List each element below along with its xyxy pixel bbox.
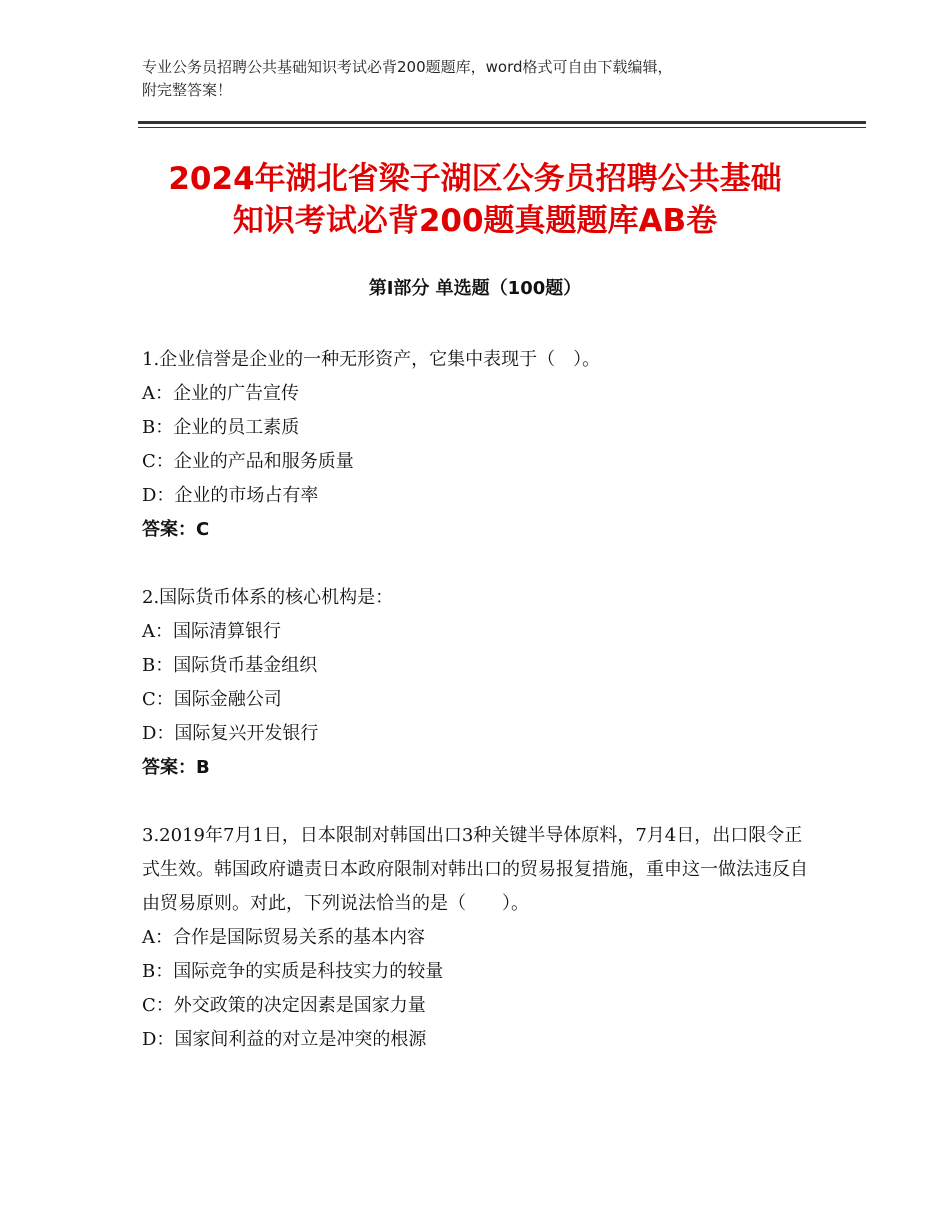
document-title-line-2: 知识考试必背200题真题题库AB卷 [232, 203, 718, 239]
section-heading: 第Ⅰ部分 单选题（100题） [368, 278, 582, 299]
question-stem: 3.2019年7月1日，日本限制对韩国出口3种关键半导体原料，7月4日，出口限令正式生效。韩国政府谴责日本政府限制对韩出口的贸易报复措施，重申这一做法违反自由贸易原则。对此，下列说法恰当的是（ ）。 [142, 825, 808, 914]
question-stem: 1.企业信誉是企业的一种无形资产，它集中表现于（ ）。 [142, 349, 601, 370]
header-note-line-2: 附完整答案！ [142, 81, 233, 99]
question-answer: 答案：C [142, 519, 210, 540]
question-2 [142, 581, 812, 785]
document-title-line-1: 2024年湖北省梁子湖区公务员招聘公共基础 [168, 161, 782, 197]
question-option-c: C：外交政策的决定因素是国家力量 [142, 995, 426, 1016]
header-divider-thick [138, 121, 866, 124]
question-stem: 2.国际货币体系的核心机构是： [142, 587, 394, 608]
question-option-c: C：企业的产品和服务质量 [142, 451, 354, 472]
question-answer: 答案：B [142, 757, 210, 778]
question-option-d: D：国家间利益的对立是冲突的根源 [142, 1029, 427, 1050]
header-divider-thin [138, 127, 866, 128]
header-note-line-1: 专业公务员招聘公共基础知识考试必背200题题库，word格式可自由下载编辑， [142, 58, 673, 76]
question-option-c: C：国际金融公司 [142, 689, 282, 710]
question-3 [142, 819, 812, 1057]
question-option-d: D：国际复兴开发银行 [142, 723, 319, 744]
question-option-b: B：国际货币基金组织 [142, 655, 318, 676]
question-1 [142, 343, 812, 547]
header-note [142, 56, 822, 102]
document-title [100, 158, 850, 242]
question-option-b: B：国际竞争的实质是科技实力的较量 [142, 961, 444, 982]
question-option-a: A：国际清算银行 [142, 621, 281, 642]
question-option-a: A：企业的广告宣传 [142, 383, 299, 404]
question-option-a: A：合作是国际贸易关系的基本内容 [142, 927, 425, 948]
question-option-b: B：企业的员工素质 [142, 417, 300, 438]
question-option-d: D：企业的市场占有率 [142, 485, 319, 506]
